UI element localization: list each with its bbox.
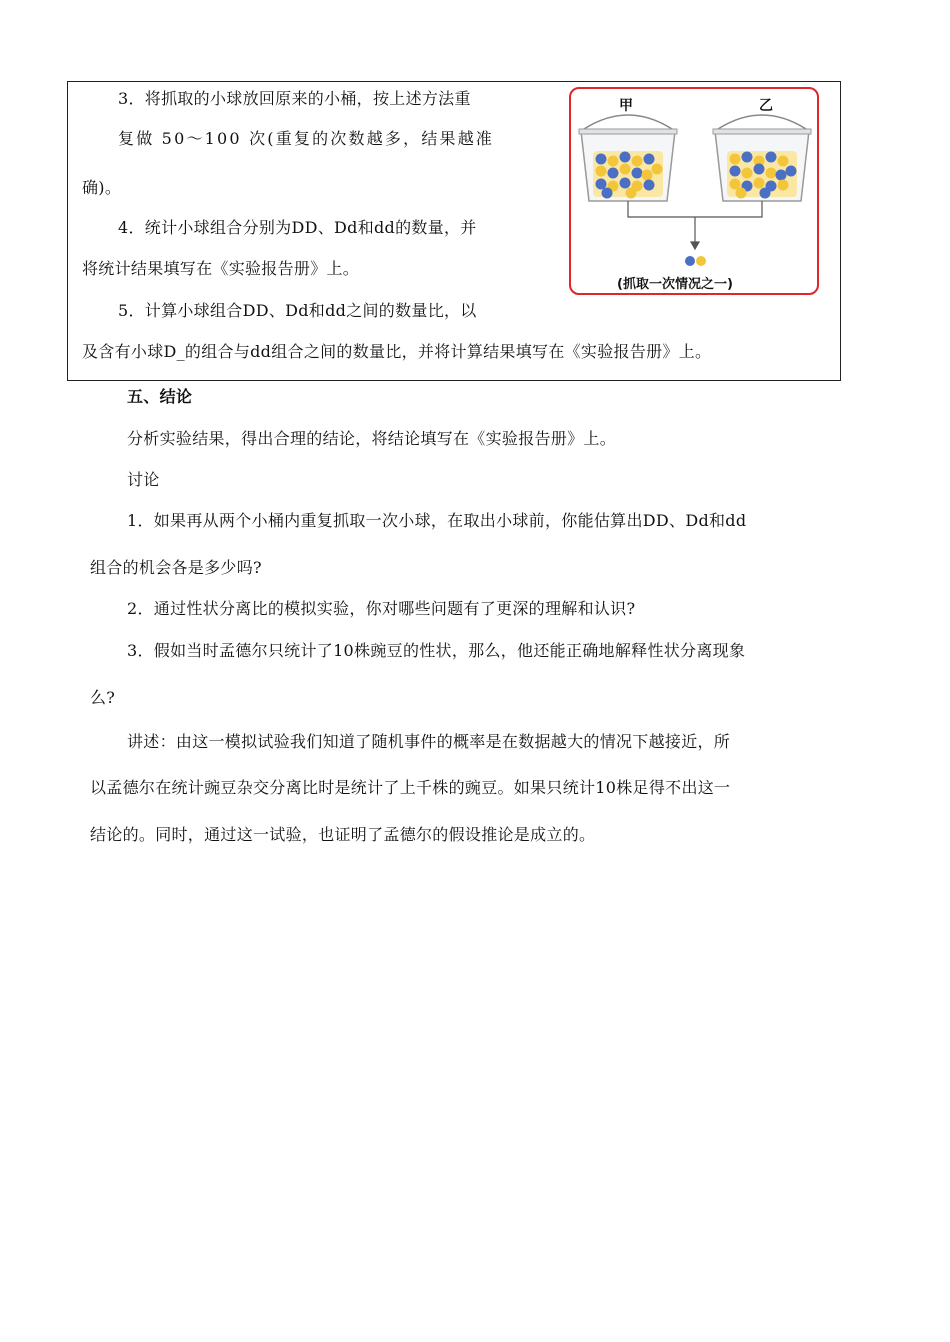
question2: 2．通过性状分离比的模拟实验，你对哪些问题有了更深的理解和认识? — [127, 599, 636, 618]
figure-caption: (抓取一次情况之一) — [617, 277, 733, 292]
connector-lines — [628, 201, 762, 249]
step3-line2: 复做 50～100 次(重复的次数越多，结果越准 — [118, 129, 495, 148]
step4-line2: 将统计结果填写在《实验报告册》上。 — [82, 259, 360, 278]
conclusion-heading: 五、结论 — [127, 387, 193, 406]
bucket-figure — [569, 87, 819, 295]
step5-line1: 5．计算小球组合DD、Dd和dd之间的数量比，以 — [118, 301, 477, 320]
conclusion-text: 分析实验结果，得出合理的结论，将结论填写在《实验报告册》上。 — [127, 429, 617, 448]
explanation-line2: 以孟德尔在统计豌豆杂交分离比时是统计了上千株的豌豆。如果只统计10株足得不出这一 — [90, 778, 731, 797]
question1-line1: 1．如果再从两个小桶内重复抓取一次小球，在取出小球前，你能估算出DD、Dd和dd — [127, 511, 747, 530]
drawn-balls — [685, 256, 706, 266]
question3-line2: 么? — [90, 688, 116, 707]
right-bucket-label: 乙 — [759, 98, 773, 114]
bucket-illustration — [571, 89, 817, 293]
step4-line1: 4．统计小球组合分别为DD、Dd和dd的数量，并 — [118, 218, 477, 237]
question3-line1: 3．假如当时孟德尔只统计了10株豌豆的性状，那么，他还能正确地解释性状分离现象 — [127, 641, 746, 660]
step5-line2: 及含有小球D_的组合与dd组合之间的数量比，并将计算结果填写在《实验报告册》上。 — [82, 342, 712, 361]
discussion-heading: 讨论 — [127, 470, 160, 489]
question1-line2: 组合的机会各是多少吗? — [90, 558, 262, 577]
step3-line3: 确)。 — [82, 178, 122, 197]
explanation-line1: 讲述：由这一模拟试验我们知道了随机事件的概率是在数据越大的情况下越接近，所 — [127, 732, 731, 751]
step3-line1: 3．将抓取的小球放回原来的小桶，按上述方法重 — [118, 89, 471, 108]
explanation-line3: 结论的。同时，通过这一试验，也证明了孟德尔的假设推论是成立的。 — [90, 825, 596, 844]
left-bucket-label: 甲 — [619, 98, 633, 114]
